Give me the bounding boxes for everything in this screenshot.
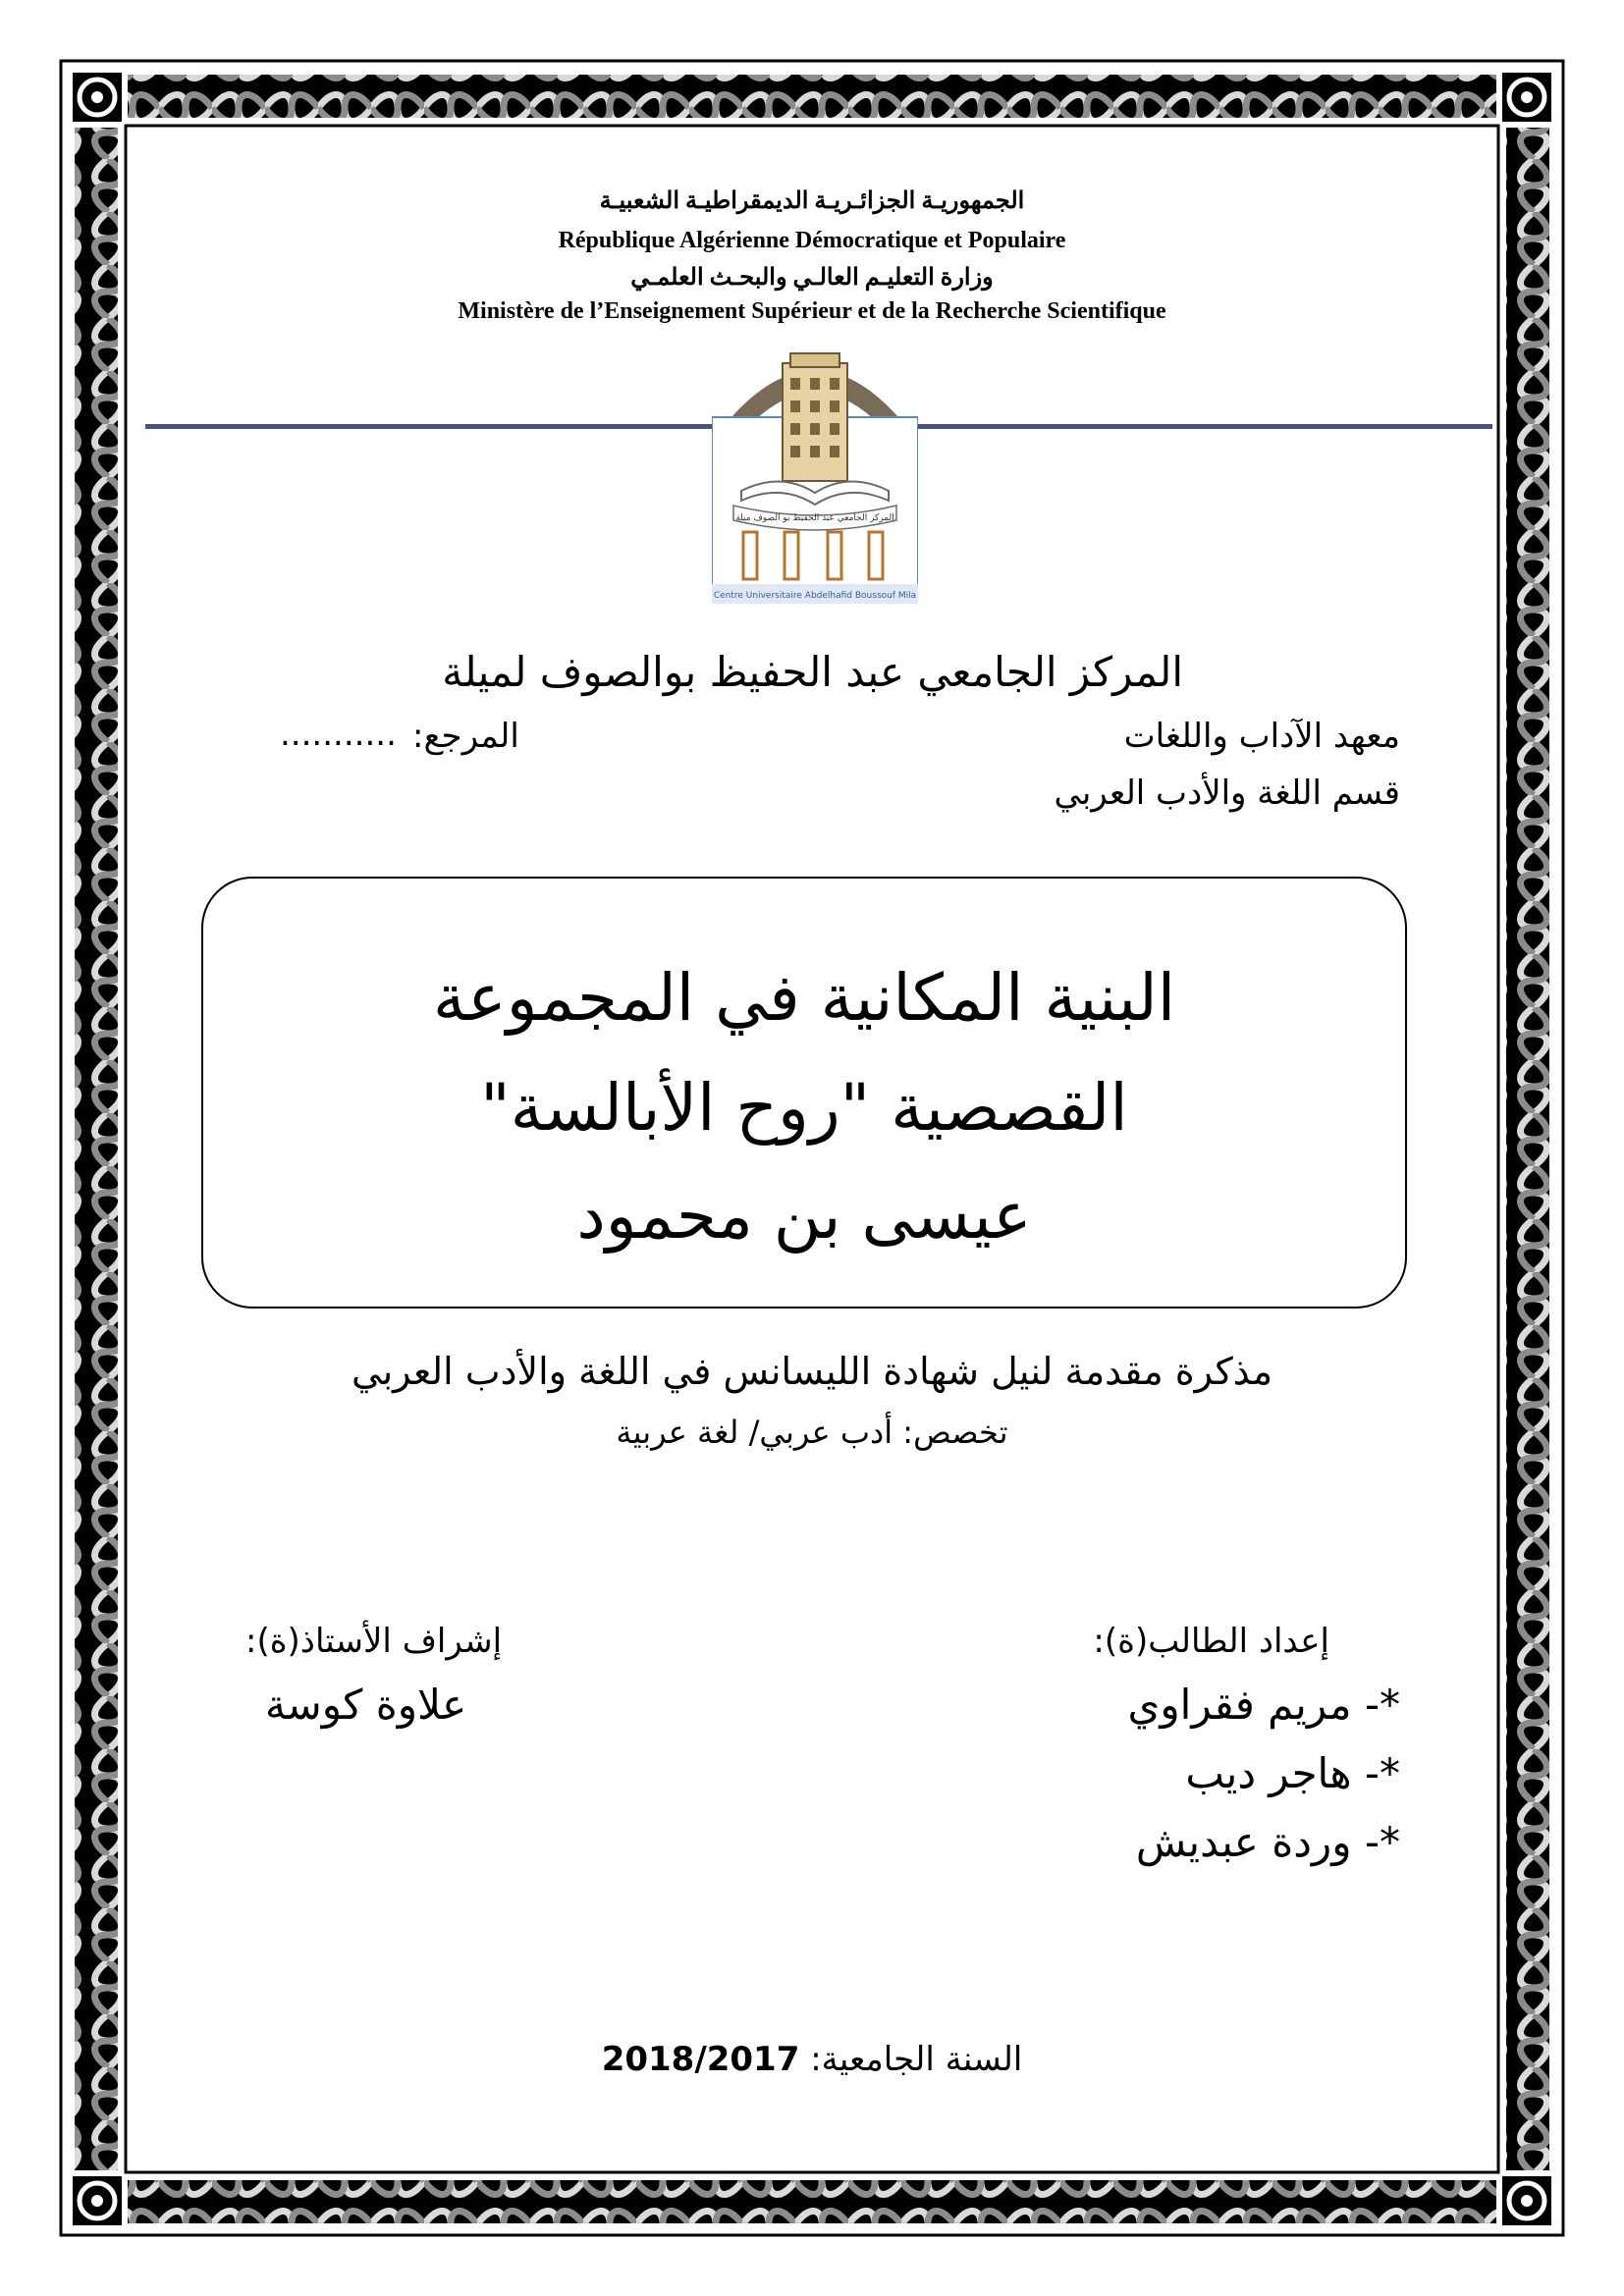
academic-year-label: السنة الجامعية: bbox=[810, 2040, 1023, 2079]
specialty: تخصص: أدب عربي/ لغة عربية bbox=[616, 1414, 1008, 1451]
reference-value: ........... bbox=[280, 715, 397, 754]
logo-arabic-caption: المركز الجامعي عبد الحفيظ بو الصوف ميلة bbox=[735, 513, 894, 523]
student-name-1: *- مريم فقراوي bbox=[1127, 1681, 1400, 1729]
header-rule-left bbox=[145, 424, 713, 429]
supervisor-label: إشراف الأستاذ(ة): bbox=[245, 1622, 503, 1661]
ministry-arabic: وزارة التعليـم العالـي والبحـث العلمـي bbox=[630, 265, 994, 291]
department-name: قسم اللغة والأدب العربي bbox=[1054, 774, 1400, 813]
thesis-title-line-2: القصصية "روح الأبالسة" bbox=[480, 1070, 1128, 1146]
university-logo bbox=[712, 324, 918, 604]
student-name-2: *- هاجر ديب bbox=[1185, 1749, 1400, 1797]
university-center-name: المركز الجامعي عبد الحفيظ بوالصوف لميلة bbox=[442, 648, 1183, 696]
republic-french: République Algérienne Démocratique et Populaire bbox=[558, 228, 1066, 253]
supervisor-name: علاوة كوسة bbox=[265, 1681, 467, 1729]
students-label: إعداد الطالب(ة): bbox=[1093, 1622, 1329, 1661]
republic-arabic: الجمهوريـة الجزائـريـة الديمقراطيـة الشعبيـة bbox=[599, 188, 1025, 214]
institute-name: معهد الآداب واللغات bbox=[1123, 717, 1400, 756]
header-rule-right bbox=[917, 424, 1492, 429]
logo-french-caption: Centre Universitaire Abdelhafid Boussouf Mila bbox=[713, 591, 917, 601]
ministry-french: Ministère de l’Enseignement Supérieur et de la Recherche Scientifique bbox=[458, 298, 1166, 324]
degree-statement: مذكرة مقدمة لنيل شهادة الليسانس في اللغة والأدب العربي bbox=[351, 1350, 1273, 1393]
student-name-3: *- وردة عبديش bbox=[1135, 1818, 1400, 1866]
thesis-author: عيسى بن محمود bbox=[576, 1178, 1032, 1254]
reference-label: المرجع: bbox=[412, 717, 519, 756]
academic-year-value: 2018/2017 bbox=[601, 2040, 800, 2079]
academic-year bbox=[0, 2040, 1624, 2079]
thesis-title-line-1: البنية المكانية في المجموعة bbox=[432, 960, 1176, 1036]
